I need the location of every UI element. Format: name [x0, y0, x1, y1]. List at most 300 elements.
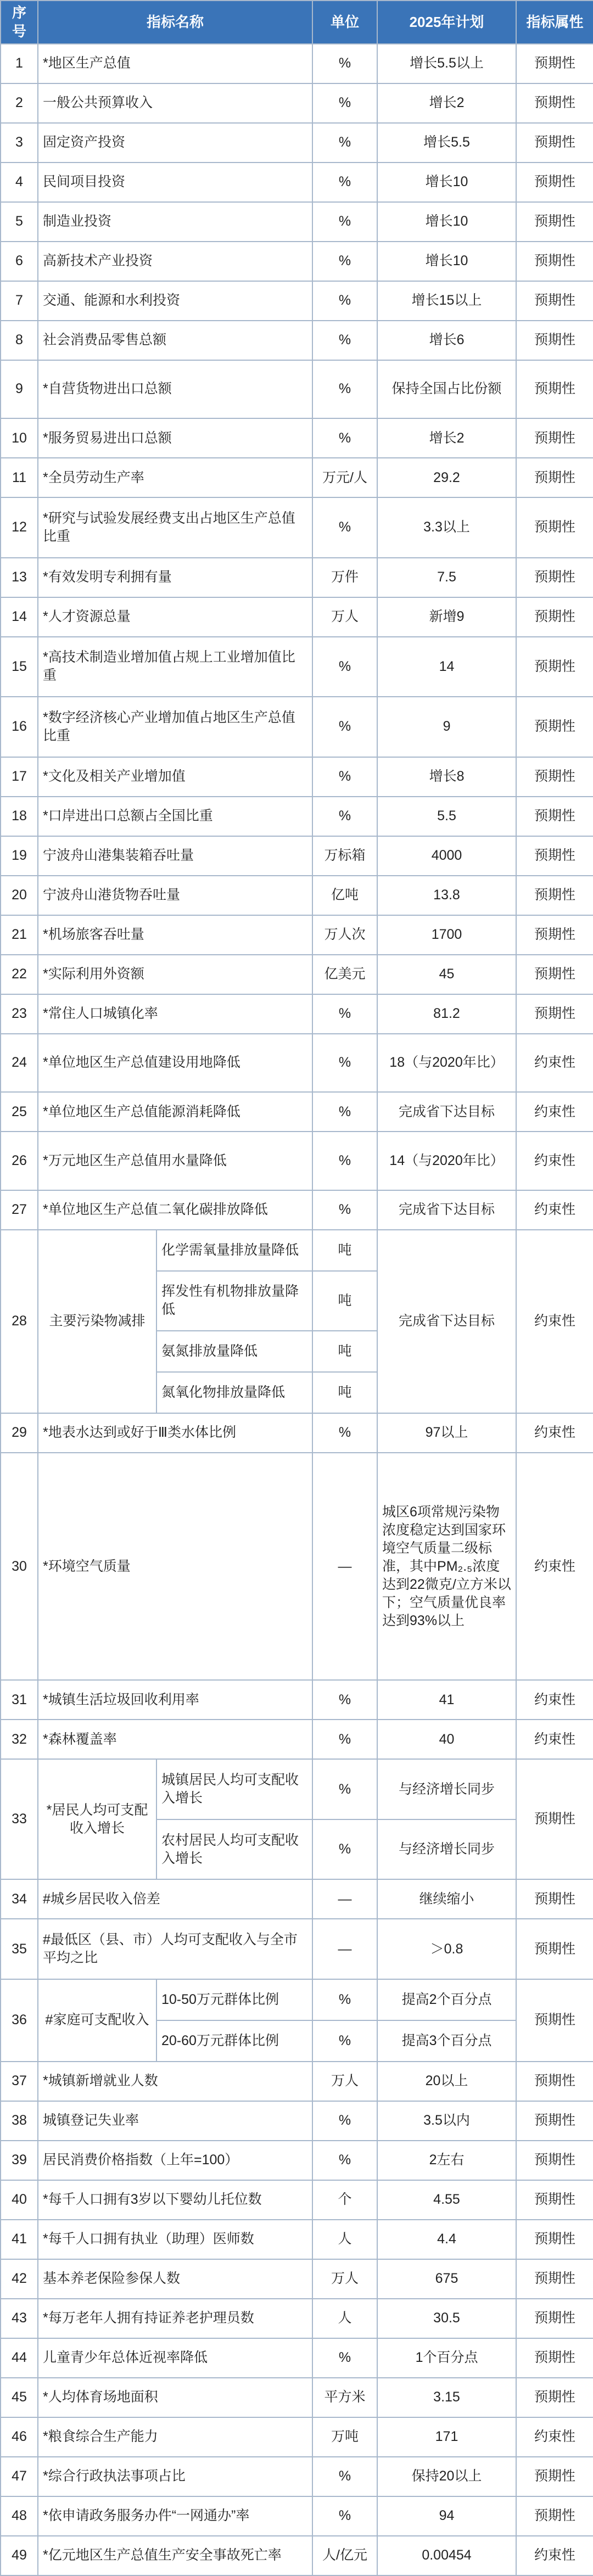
indicator-unit: %: [312, 1759, 377, 1819]
indicator-unit: 吨: [312, 1331, 377, 1372]
row-number: 25: [1, 1092, 38, 1132]
plan-value: 94: [377, 2496, 516, 2536]
indicator-unit: 个: [312, 2180, 377, 2220]
plan-value: 4.55: [377, 2180, 516, 2220]
indicator-attribute: 预期性: [516, 2180, 593, 2220]
table-row: [1, 1132, 593, 1190]
plan-value: 97以上: [377, 1413, 516, 1453]
table-row: [1, 458, 593, 497]
indicator-attribute: 预期性: [516, 458, 593, 497]
indicator-name: *万元地区生产总值用水量降低: [38, 1132, 312, 1190]
indicator-unit: %: [312, 1979, 377, 2020]
plan-value: 2左右: [377, 2141, 516, 2180]
indicator-name: *地表水达到或好于Ⅲ类水体比例: [38, 1413, 312, 1453]
row-number: 28: [1, 1230, 38, 1413]
row-number: 16: [1, 697, 38, 757]
plan-value: 40: [377, 1720, 516, 1759]
indicator-unit: %: [312, 44, 377, 83]
plan-value: 30.5: [377, 2299, 516, 2338]
plan-value: 继续缩小: [377, 1879, 516, 1919]
row-number: 3: [1, 123, 38, 163]
indicator-attribute: 约束性: [516, 1034, 593, 1093]
indicator-unit: %: [312, 242, 377, 281]
indicator-name: *高技术制造业增加值占规上工业增加值比重: [38, 637, 312, 697]
indicator-unit: 吨: [312, 1230, 377, 1271]
indicator-unit: %: [312, 1092, 377, 1132]
indicator-attribute: 预期性: [516, 797, 593, 836]
indicator-unit: —: [312, 1879, 377, 1919]
indicator-name: 城镇登记失业率: [38, 2101, 312, 2141]
plan-value: 13.8: [377, 876, 516, 915]
indicator-attribute: 预期性: [516, 876, 593, 915]
indicator-attribute: 预期性: [516, 83, 593, 123]
indicator-name: 交通、能源和水利投资: [38, 281, 312, 321]
plan-value: 保持全国占比份额: [377, 360, 516, 419]
indicator-name: *机场旅客吞吐量: [38, 915, 312, 955]
table-row: [1, 2220, 593, 2259]
row-number: 20: [1, 876, 38, 915]
table-row: [1, 2338, 593, 2378]
indicator-attribute: 预期性: [516, 2457, 593, 2496]
indicator-name: *森林覆盖率: [38, 1720, 312, 1759]
indicator-attribute: 预期性: [516, 418, 593, 458]
table-row: [1, 1680, 593, 1720]
indicator-attribute: 预期性: [516, 955, 593, 994]
row-number: 7: [1, 281, 38, 321]
indicator-unit: %: [312, 2101, 377, 2141]
table-body: [1, 44, 593, 2575]
indicator-attribute: 预期性: [516, 697, 593, 757]
indicator-unit: —: [312, 1453, 377, 1681]
indicator-name: *城镇生活垃圾回收利用率: [38, 1680, 312, 1720]
table-row: [1, 1919, 593, 1979]
table-row: [1, 44, 593, 83]
indicator-attribute: 预期性: [516, 321, 593, 360]
table-row: [1, 2062, 593, 2101]
plan-value: 新增9: [377, 597, 516, 637]
plan-value: 增长10: [377, 163, 516, 202]
indicator-unit: 万人: [312, 597, 377, 637]
plan-value: 29.2: [377, 458, 516, 497]
row-number: 29: [1, 1413, 38, 1453]
plan-value: 增长8: [377, 757, 516, 797]
plan-value: 45: [377, 955, 516, 994]
indicator-attribute: 预期性: [516, 1759, 593, 1879]
row-number: 37: [1, 2062, 38, 2101]
plan-value: 0.00454: [377, 2536, 516, 2576]
table-row: [1, 2536, 593, 2576]
indicator-attribute: 预期性: [516, 836, 593, 876]
table-row: [1, 637, 593, 697]
plan-value: 提高2个百分点: [377, 1979, 516, 2020]
indicator-attribute: 约束性: [516, 1720, 593, 1759]
table-row: [1, 360, 593, 419]
table-row: [1, 1230, 593, 1271]
indicator-attribute: 约束性: [516, 2417, 593, 2457]
indicator-attribute: 预期性: [516, 281, 593, 321]
plan-value: 20以上: [377, 2062, 516, 2101]
indicator-unit: %: [312, 1819, 377, 1879]
plan-value: 增长2: [377, 418, 516, 458]
indicator-name: 民间项目投资: [38, 163, 312, 202]
indicator-attribute: 约束性: [516, 1092, 593, 1132]
row-number: 42: [1, 2259, 38, 2299]
indicator-name: *每千人口拥有执业（助理）医师数: [38, 2220, 312, 2259]
row-number: 13: [1, 558, 38, 597]
indicator-name: 基本养老保险参保人数: [38, 2259, 312, 2299]
indicator-name: 儿童青少年总体近视率降低: [38, 2338, 312, 2378]
plan-value: 171: [377, 2417, 516, 2457]
table-row: [1, 2496, 593, 2536]
table-row: [1, 497, 593, 557]
indicator-name: *文化及相关产业增加值: [38, 757, 312, 797]
indicator-name: *每千人口拥有3岁以下婴幼儿托位数: [38, 2180, 312, 2220]
table-row: [1, 1720, 593, 1759]
table-row: [1, 2101, 593, 2141]
indicator-name: *人均体育场地面积: [38, 2378, 312, 2417]
indicator-attribute: 预期性: [516, 597, 593, 637]
indicator-unit: %: [312, 1413, 377, 1453]
sub-indicator-name: 化学需氧量排放量降低: [156, 1230, 312, 1271]
indicator-unit: 吨: [312, 1271, 377, 1331]
table-row: [1, 558, 593, 597]
plan-value: 与经济增长同步: [377, 1819, 516, 1879]
plan-value: 41: [377, 1680, 516, 1720]
row-number: 15: [1, 637, 38, 697]
indicator-attribute: 预期性: [516, 2259, 593, 2299]
indicator-name: 宁波舟山港货物吞吐量: [38, 876, 312, 915]
indicator-unit: %: [312, 697, 377, 757]
indicator-unit: 吨: [312, 1372, 377, 1413]
indicator-attribute: 预期性: [516, 637, 593, 697]
indicator-unit: %: [312, 418, 377, 458]
header-no: 序号: [1, 1, 38, 44]
indicator-name: *人才资源总量: [38, 597, 312, 637]
indicator-unit: 人/亿元: [312, 2536, 377, 2576]
row-number: 44: [1, 2338, 38, 2378]
indicator-attribute: 约束性: [516, 1132, 593, 1190]
header-unit: 单位: [312, 1, 377, 44]
table-row: [1, 1759, 593, 1819]
table-row: [1, 2457, 593, 2496]
table-row: [1, 2299, 593, 2338]
indicator-unit: %: [312, 1680, 377, 1720]
indicator-name: *自营货物进出口总额: [38, 360, 312, 419]
indicator-unit: 万元/人: [312, 458, 377, 497]
table-row: [1, 2417, 593, 2457]
indicator-unit: 万标箱: [312, 836, 377, 876]
table-row: [1, 797, 593, 836]
indicator-unit: %: [312, 360, 377, 419]
plan-value: 4000: [377, 836, 516, 876]
table-row: [1, 1453, 593, 1681]
plan-value: 14（与2020年比）: [377, 1132, 516, 1190]
row-number: 35: [1, 1919, 38, 1979]
indicator-unit: %: [312, 163, 377, 202]
indicator-name: *口岸进出口总额占全国比重: [38, 797, 312, 836]
row-number: 40: [1, 2180, 38, 2220]
plan-value: 3.3以上: [377, 497, 516, 557]
plan-value: 增长10: [377, 242, 516, 281]
indicator-unit: %: [312, 202, 377, 242]
plan-value: 18（与2020年比）: [377, 1034, 516, 1093]
indicator-name: 居民消费价格指数（上年=100）: [38, 2141, 312, 2180]
indicator-attribute: 预期性: [516, 2496, 593, 2536]
indicator-name: *城镇新增就业人数: [38, 2062, 312, 2101]
indicator-name: #最低区（县、市）人均可支配收入与全市平均之比: [38, 1919, 312, 1979]
indicator-unit: %: [312, 1034, 377, 1093]
indicator-attribute: 约束性: [516, 2536, 593, 2576]
row-number: 6: [1, 242, 38, 281]
sub-indicator-name: 10-50万元群体比例: [156, 1979, 312, 2020]
sub-indicator-name: 挥发性有机物排放量降低: [156, 1271, 312, 1331]
sub-indicator-name: 氮氧化物排放量降低: [156, 1372, 312, 1413]
row-number: 32: [1, 1720, 38, 1759]
indicator-attribute: 预期性: [516, 558, 593, 597]
plan-value: 675: [377, 2259, 516, 2299]
indicator-name: *每万老年人拥有持证养老护理员数: [38, 2299, 312, 2338]
indicator-name: *环境空气质量: [38, 1453, 312, 1681]
indicator-name: *综合行政执法事项占比: [38, 2457, 312, 2496]
table-row: [1, 163, 593, 202]
indicator-attribute: 预期性: [516, 497, 593, 557]
indicator-unit: 人: [312, 2220, 377, 2259]
indicator-unit: 平方米: [312, 2378, 377, 2417]
indicator-unit: %: [312, 83, 377, 123]
row-number: 4: [1, 163, 38, 202]
indicator-unit: %: [312, 797, 377, 836]
plan-value: 4.4: [377, 2220, 516, 2259]
table-row: [1, 1879, 593, 1919]
table-row: [1, 1979, 593, 2020]
row-number: 24: [1, 1034, 38, 1093]
group-name: #家庭可支配收入: [38, 1979, 156, 2062]
table-row: [1, 2259, 593, 2299]
plan-value: 增长5.5: [377, 123, 516, 163]
table-row: [1, 876, 593, 915]
table-row: [1, 697, 593, 757]
indicator-unit: 万件: [312, 558, 377, 597]
indicator-name: *有效发明专利拥有量: [38, 558, 312, 597]
plan-value: 9: [377, 697, 516, 757]
indicator-name: *数字经济核心产业增加值占地区生产总值比重: [38, 697, 312, 757]
indicator-attribute: 约束性: [516, 1453, 593, 1681]
indicator-unit: 万吨: [312, 2417, 377, 2457]
row-number: 2: [1, 83, 38, 123]
row-number: 26: [1, 1132, 38, 1190]
row-number: 9: [1, 360, 38, 419]
sub-indicator-name: 农村居民人均可支配收入增长: [156, 1819, 312, 1879]
sub-indicator-name: 20-60万元群体比例: [156, 2020, 312, 2062]
table-row: [1, 2378, 593, 2417]
indicator-unit: %: [312, 281, 377, 321]
row-number: 39: [1, 2141, 38, 2180]
row-number: 43: [1, 2299, 38, 2338]
header-name: 指标名称: [38, 1, 312, 44]
indicator-attribute: 预期性: [516, 1979, 593, 2062]
indicator-name: *实际利用外资额: [38, 955, 312, 994]
indicator-name: 固定资产投资: [38, 123, 312, 163]
plan-value: 1700: [377, 915, 516, 955]
row-number: 18: [1, 797, 38, 836]
row-number: 38: [1, 2101, 38, 2141]
row-number: 27: [1, 1190, 38, 1230]
row-number: 14: [1, 597, 38, 637]
indicator-name: 一般公共预算收入: [38, 83, 312, 123]
table-row: [1, 915, 593, 955]
plan-value: ＞0.8: [377, 1919, 516, 1979]
indicator-unit: %: [312, 757, 377, 797]
indicator-attribute: 预期性: [516, 2338, 593, 2378]
indicator-unit: 万人次: [312, 915, 377, 955]
table-row: [1, 202, 593, 242]
indicator-attribute: 预期性: [516, 1879, 593, 1919]
row-number: 31: [1, 1680, 38, 1720]
plan-value: 增长2: [377, 83, 516, 123]
indicator-attribute: 预期性: [516, 123, 593, 163]
plan-value: 增长15以上: [377, 281, 516, 321]
plan-value: 14: [377, 637, 516, 697]
indicator-unit: %: [312, 1720, 377, 1759]
table-row: [1, 955, 593, 994]
row-number: 12: [1, 497, 38, 557]
plan-value: 与经济增长同步: [377, 1759, 516, 1819]
table-header-row: [1, 1, 593, 44]
table-row: [1, 597, 593, 637]
row-number: 41: [1, 2220, 38, 2259]
header-plan: 2025年计划: [377, 1, 516, 44]
row-number: 1: [1, 44, 38, 83]
table-row: [1, 281, 593, 321]
row-number: 17: [1, 757, 38, 797]
indicator-unit: %: [312, 994, 377, 1034]
plan-value: 3.15: [377, 2378, 516, 2417]
indicator-attribute: 预期性: [516, 242, 593, 281]
table-row: [1, 83, 593, 123]
plan-value: 完成省下达目标: [377, 1092, 516, 1132]
table-row: [1, 836, 593, 876]
indicator-name: *服务贸易进出口总额: [38, 418, 312, 458]
row-number: 22: [1, 955, 38, 994]
row-number: 47: [1, 2457, 38, 2496]
table-row: [1, 1413, 593, 1453]
indicator-name: *常住人口城镇化率: [38, 994, 312, 1034]
indicator-unit: %: [312, 321, 377, 360]
indicator-attribute: 预期性: [516, 2141, 593, 2180]
row-number: 33: [1, 1759, 38, 1879]
plan-value: 3.5以内: [377, 2101, 516, 2141]
row-number: 45: [1, 2378, 38, 2417]
row-number: 46: [1, 2417, 38, 2457]
group-name: 主要污染物减排: [38, 1230, 156, 1413]
sub-indicator-name: 氨氮排放量降低: [156, 1331, 312, 1372]
table-row: [1, 1092, 593, 1132]
table-row: [1, 757, 593, 797]
indicator-name: *研究与试验发展经费支出占地区生产总值比重: [38, 497, 312, 557]
table-row: [1, 123, 593, 163]
indicator-unit: %: [312, 2020, 377, 2062]
indicator-name: 制造业投资: [38, 202, 312, 242]
header-attr: 指标属性: [516, 1, 593, 44]
table-row: [1, 2141, 593, 2180]
indicator-name: *亿元地区生产总值生产安全事故死亡率: [38, 2536, 312, 2576]
plan-value: 1个百分点: [377, 2338, 516, 2378]
indicator-attribute: 预期性: [516, 360, 593, 419]
indicator-unit: 亿美元: [312, 955, 377, 994]
indicator-attribute: 预期性: [516, 2062, 593, 2101]
indicator-name: *依申请政务服务办件“一网通办”率: [38, 2496, 312, 2536]
indicator-attribute: 约束性: [516, 1680, 593, 1720]
row-number: 10: [1, 418, 38, 458]
indicator-attribute: 预期性: [516, 757, 593, 797]
indicator-unit: %: [312, 2338, 377, 2378]
row-number: 21: [1, 915, 38, 955]
indicator-attribute: 约束性: [516, 1190, 593, 1230]
plan-value: 5.5: [377, 797, 516, 836]
table-row: [1, 994, 593, 1034]
indicator-name: 宁波舟山港集装箱吞吐量: [38, 836, 312, 876]
indicator-name: 高新技术产业投资: [38, 242, 312, 281]
indicator-unit: %: [312, 123, 377, 163]
table-row: [1, 321, 593, 360]
indicator-unit: %: [312, 2457, 377, 2496]
table-row: [1, 242, 593, 281]
plan-value: 增长6: [377, 321, 516, 360]
indicator-attribute: 预期性: [516, 44, 593, 83]
plan-value: 完成省下达目标: [377, 1230, 516, 1413]
indicator-unit: 万人: [312, 2259, 377, 2299]
plan-value: 81.2: [377, 994, 516, 1034]
plan-value: 增长5.5以上: [377, 44, 516, 83]
indicator-unit: %: [312, 2141, 377, 2180]
indicator-attribute: 预期性: [516, 2220, 593, 2259]
indicator-name: *单位地区生产总值建设用地降低: [38, 1034, 312, 1093]
plan-value: 完成省下达目标: [377, 1190, 516, 1230]
row-number: 48: [1, 2496, 38, 2536]
indicator-name: #城乡居民收入倍差: [38, 1879, 312, 1919]
table-row: [1, 418, 593, 458]
indicator-name: 社会消费品零售总额: [38, 321, 312, 360]
sub-indicator-name: 城镇居民人均可支配收入增长: [156, 1759, 312, 1819]
indicator-unit: 万人: [312, 2062, 377, 2101]
indicator-unit: %: [312, 1132, 377, 1190]
indicator-unit: %: [312, 2496, 377, 2536]
indicator-attribute: 预期性: [516, 2299, 593, 2338]
row-number: 34: [1, 1879, 38, 1919]
indicator-unit: %: [312, 1190, 377, 1230]
indicator-unit: —: [312, 1919, 377, 1979]
indicator-name: *全员劳动生产率: [38, 458, 312, 497]
indicator-attribute: 预期性: [516, 915, 593, 955]
plan-value: 增长10: [377, 202, 516, 242]
indicator-attribute: 预期性: [516, 994, 593, 1034]
table-row: [1, 1190, 593, 1230]
indicator-attribute: 约束性: [516, 1413, 593, 1453]
table-row: [1, 2180, 593, 2220]
plan-value: 城区6项常规污染物浓度稳定达到国家环境空气质量二级标准，其中PM₂.₅浓度达到22微克/立方米以下；空气质量优良率达到93%以上: [377, 1453, 516, 1681]
group-name: *居民人均可支配收入增长: [38, 1759, 156, 1879]
row-number: 49: [1, 2536, 38, 2576]
indicator-attribute: 预期性: [516, 1919, 593, 1979]
row-number: 36: [1, 1979, 38, 2062]
row-number: 11: [1, 458, 38, 497]
indicator-attribute: 预期性: [516, 163, 593, 202]
indicator-unit: 亿吨: [312, 876, 377, 915]
row-number: 8: [1, 321, 38, 360]
indicator-name: *粮食综合生产能力: [38, 2417, 312, 2457]
indicator-attribute: 预期性: [516, 2378, 593, 2417]
indicator-unit: 人: [312, 2299, 377, 2338]
